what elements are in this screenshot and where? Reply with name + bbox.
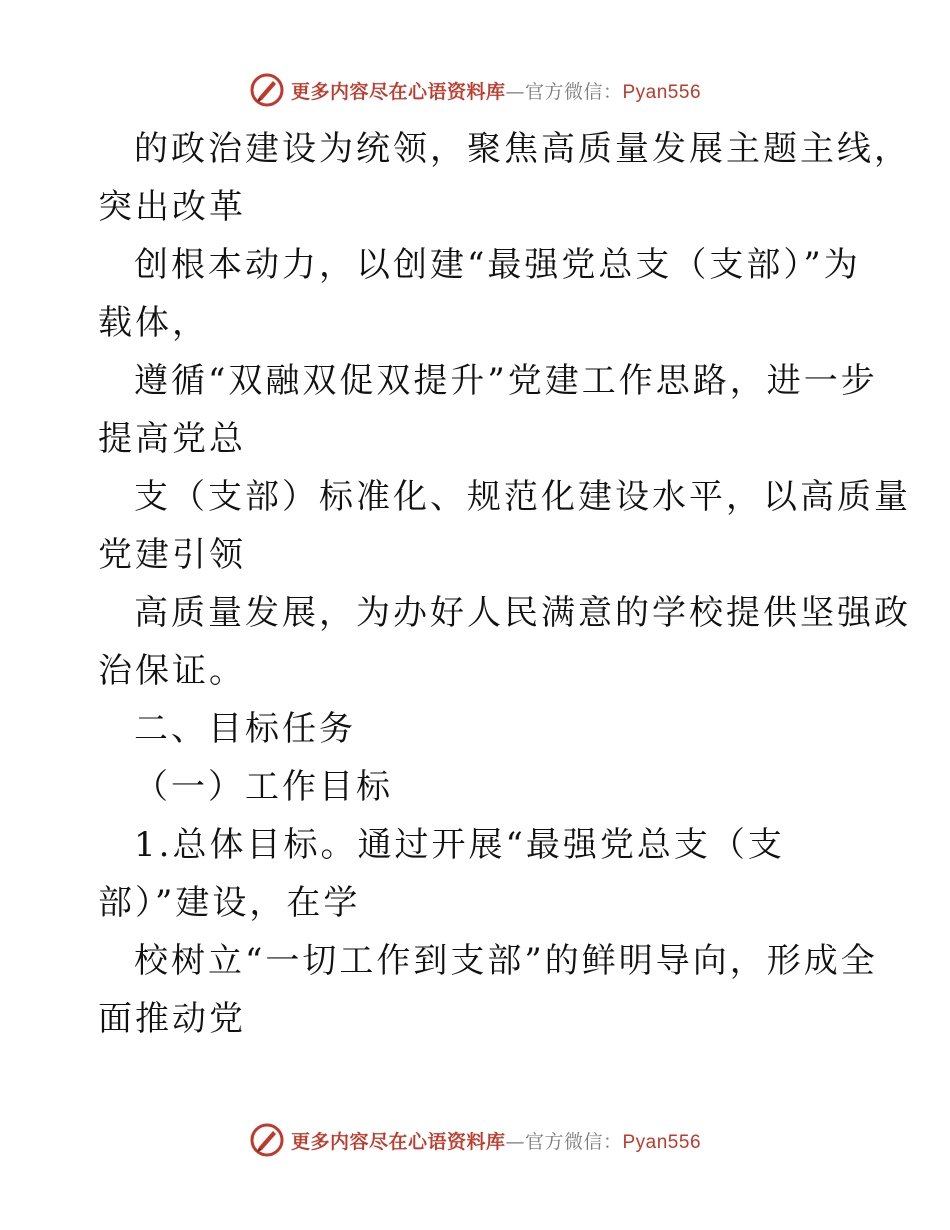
banner-dash: —: [505, 1130, 525, 1153]
pen-logo-icon: [249, 1122, 285, 1158]
text-line: 党建引领: [98, 535, 246, 575]
text-line: 治保证。: [98, 651, 246, 691]
text-line: 面推动党: [98, 999, 246, 1039]
text-line: 载体，: [98, 303, 209, 343]
text-line: 高质量发展，为办好人民满意的学校提供坚强政: [134, 593, 911, 633]
text-line: 1.总体目标。通过开展“最强党总支（支: [134, 825, 785, 865]
banner-dash: —: [505, 80, 525, 103]
text-line: 支（支部）标准化、规范化建设水平，以高质量: [134, 477, 911, 517]
subsection-heading: （一）工作目标: [134, 767, 393, 807]
footer-banner: [0, 1120, 950, 1160]
text-line: 校树立“一切工作到支部”的鲜明导向，形成全: [134, 941, 878, 981]
banner-text: 更多内容尽在心语资料库: [290, 80, 506, 103]
text-line: 的政治建设为统领，聚焦高质量发展主题主线，: [134, 129, 911, 169]
text-line: 提高党总: [98, 419, 246, 459]
text-line: 突出改革: [98, 187, 246, 227]
header-banner: [0, 70, 950, 110]
document-body: [98, 120, 911, 1048]
banner-official: 官方微信：: [524, 80, 623, 103]
text-line: 部）”建设，在学: [98, 883, 361, 923]
banner-wechat-id: Pyan556: [622, 81, 702, 103]
banner-wechat-id: Pyan556: [622, 1131, 702, 1153]
banner-text: 更多内容尽在心语资料库: [290, 1130, 506, 1153]
pen-logo-icon: [249, 72, 285, 108]
section-heading: 二、目标任务: [134, 709, 356, 749]
banner-official: 官方微信：: [524, 1130, 623, 1153]
text-line: 遵循“双融双促双提升”党建工作思路，进一步: [134, 361, 878, 401]
text-line: 创根本动力，以创建“最强党总支（支部）”为: [134, 245, 861, 285]
